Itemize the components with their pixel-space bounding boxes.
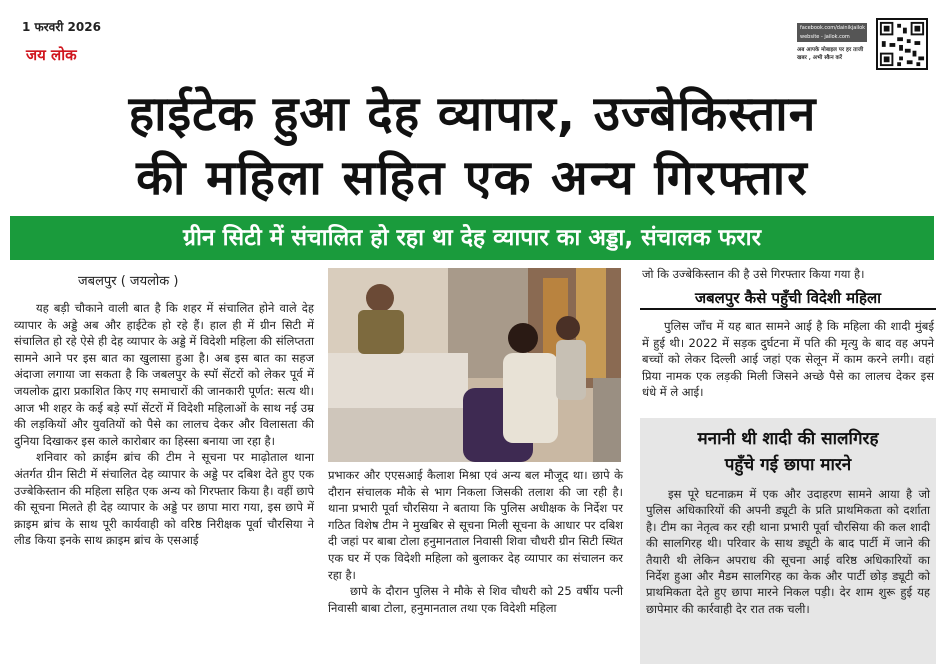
news-photo	[328, 268, 621, 462]
logo-text: जय लोक	[26, 46, 77, 64]
dateline: जबलपुर ( जयलोक )	[78, 274, 179, 289]
paragraph: पुलिस जाँच में यह बात सामने आई है कि महिला की शादी मुंबई में हुई थी। 2022 में सड़क दुर्घटना में पति की मृत्यु के बाद वह अपने बच्चों को लेकर दिल्ली आई जहां एक सेलून में काम करने लगी। वहां प्रिया नामक एक लड़की मिली जिसने अच्छे पैसे का लालच देकर इस धंधे में ले आई।	[642, 319, 934, 400]
scan-note: अब आपके मोबाइल पर हर ताजी खबर , अभी स्कैन करें	[797, 47, 864, 61]
newspaper-logo[interactable]	[20, 40, 98, 70]
article-column-1	[14, 300, 314, 549]
sidebar-heading	[640, 426, 936, 478]
sidebar-body	[646, 486, 930, 617]
sidebar-heading-line-2: पहुँचे गई छापा मारने	[724, 455, 852, 475]
section-subheading: जबलपुर कैसे पहुँची विदेशी महिला	[640, 288, 936, 310]
article-column-3	[642, 318, 934, 401]
paragraph: शनिवार को क्राईम ब्रांच की टीम ने सूचना पर माढ़ोताल थाना अंतर्गत ग्रीन सिटी में संचालित देह व्यापार के अड्डे पर दबिश देते हुए एक उज्बेकिस्तान की महिला सहित एक अन्य को गिरफ्तार किया है। वहीं छापे की सूचना मिलते ही देह व्यापार के अड्डे पर छापा मारा गया, इस छापे में क्राइम ब्रांच के साथ पूरी कार्यवाही को वरिष्ठ निरीक्षक पूर्वा चौरसिया ने लीड किया इनके साथ क्राइम ब्रांच के एसआई	[14, 450, 314, 548]
subheadline-banner: ग्रीन सिटी में संचालित हो रहा था देह व्यापार का अड्डा, संचालक फरार	[10, 216, 934, 260]
sidebar-box	[640, 418, 936, 664]
paragraph: यह बड़ी चौकाने वाली बात है कि शहर में संचालित होने वाले देह व्यापार के अड्डे अब और हाईटेक हो रहे हैं। हाल ही में ग्रीन सिटी में संचालित हो रहे ऐसे ही देह व्यापार के अड्डे में विदेशी महिला की संलिप्तता सामने आने पर इस बात का खुलासा हुआ है। अब इस बात का सहज अंदाजा लगाया जा सकता है कि जबलपुर के स्पॉ सेंटरों को लेकर पूर्व में जयलोक द्वारा प्रकाशित किए गए समाचारों की जानकारी पूर्णत: सत्य थी। आज भी शहर के कई बड़े स्पॉ सेंटरों में विदेशी महिलाओं के साथ नई उम्र की लड़कियों और युवतियों को पैसे का लालच देकर और विलासता की दुनिया दिखाकर इस काले कारोबार का हिस्सा बनाया जा रहा है।	[14, 301, 314, 448]
qr-code-icon[interactable]	[876, 18, 928, 70]
main-headline	[0, 82, 945, 210]
headline-line-1: हाईटेक हुआ देह व्यापार, उज्बेकिस्तान	[128, 86, 817, 142]
paragraph: प्रभाकर और एएसआई कैलाश मिश्रा एवं अन्य बल मौजूद था। छापे के दौरान संचालक मौके से भाग निकला जिसकी तलाश की जा रही है। थाना प्रभारी पूर्वा चौरसिया ने बताया कि पुलिस अधीक्षक के निर्देश पर गठित विशेष टीम ने मुखबिर से सूचना मिली सूचना के आधार पर दबिश दी जहां पर बाबा टोला हनुमानताल निवासी शिवा चौधरी ग्रीन सिटी स्थित एक घर में एक विदेशी महिला को बुलाकर देह व्यापार का संचालन कर रहा है।	[328, 468, 623, 582]
headline-line-2: की महिला सहित एक अन्य गिरफ्तार	[136, 150, 809, 206]
social-links: facebook.com/dainikjailok website - jailok.com	[797, 23, 867, 42]
paragraph: छापे के दौरान पुलिस ने मौके से शिव चौधरी को 25 वर्षीय पत्नी निवासी बाबा टोला, हनुमानताल तथा एक विदेशी महिला	[328, 584, 623, 615]
column-3-lead: जो कि उज्बेकिस्तान की है उसे गिरफ्तार किया गया है।	[642, 267, 865, 281]
masthead	[0, 0, 945, 78]
sidebar-heading-line-1: मनानी थी शादी की सालगिरह	[697, 429, 879, 449]
raid-photo-illustration	[328, 268, 621, 462]
article-column-2	[328, 467, 623, 616]
paragraph: इस पूरे घटनाक्रम में एक और उदाहरण सामने आया है जो पुलिस अधिकारियों की अपनी ड्यूटी के प्रति प्राथमिकता को दर्शाता है। टीम का नेतृत्व कर रही थाना प्रभारी पूर्वा चौरसिया की कल शादी की सालगिरह थी। परिवार के साथ ड्यूटी के बाद पार्टी में जाने की तैयारी थी लेकिन अपराध की सूचना आई वरिष्ठ अधिकारियों का निर्देश हुआ और मैडम सालगिरह का केक और पार्टी छोड़ ड्यूटी को प्राथमिकता देते हुए छापा मारने निकल पड़ी। देर शाम शुरू हुई यह छापेमार की कार्रवाही देर रात तक चली।	[646, 487, 930, 616]
issue-date: 1 फरवरी 2026	[22, 20, 101, 34]
